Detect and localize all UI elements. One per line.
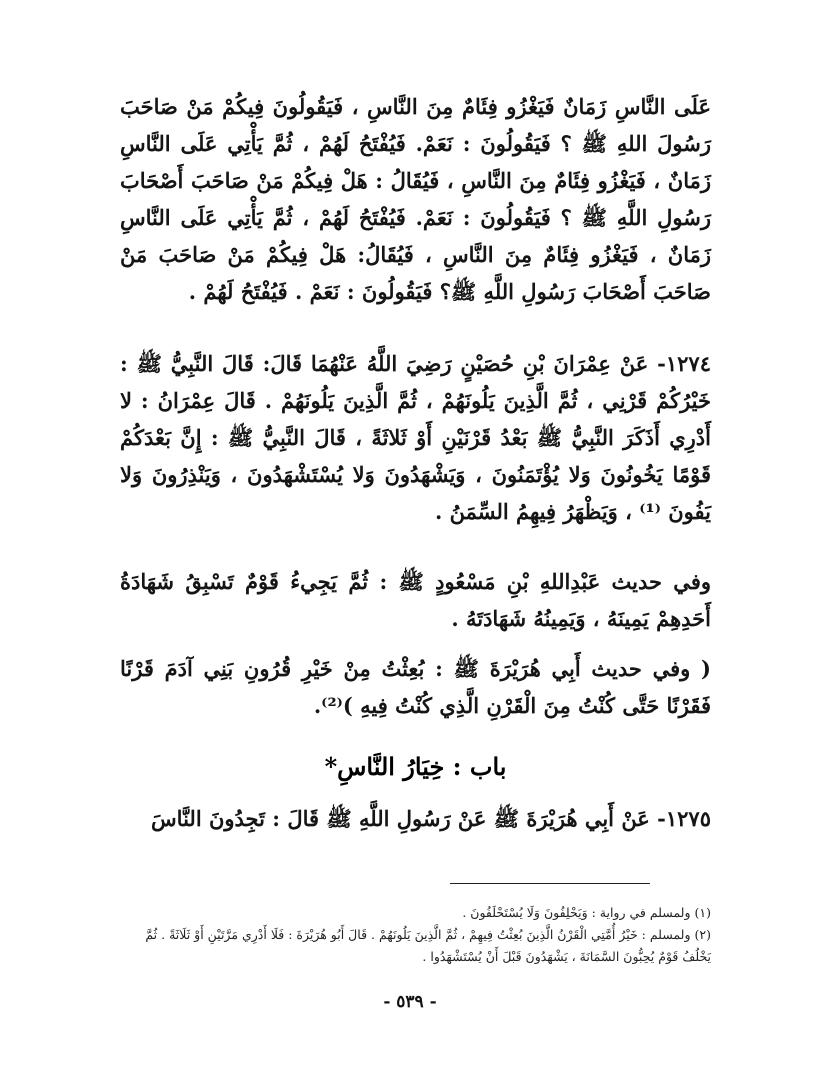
footnotes — [120, 902, 711, 968]
footnote-2: (٢) ولمسلم : خَيْرُ أُمَّتِي الْقَرْنُ الَّذِينَ بُعِثْتُ فِيهِمْ ، ثُمَّ الَّذِينَ يَلُونَهُمْ . قَالَ أَبُو هُرَيْرَةَ : فَلَا أَدْرِي مَرَّتَيْنِ أَوْ ثَلَاثَةً . ثُمَّ يَخْلُفُ قَوْمٌ يُحِبُّونَ السَّمَانَةَ ، يَشْهَدُونَ قَبْلَ أَنْ يُسْتَشْهَدُوا . — [145, 927, 711, 964]
ibn-masud-hadith-paragraph — [120, 563, 711, 637]
paragraph-text: عَلَى النَّاسِ زَمَانٌ فَيَغْزُو فِئَامٌ مِنَ النَّاسِ ، فَيَقُولُونَ فِيكُمْ مَنْ صَاحَبَ رَسُولَ اللهِ ﷺ ؟ فَيَقُولُونَ : نَعَمْ. فَيُفْتَحُ لَهُمْ ، ثُمَّ يَأْتِي عَلَى النَّاسِ زَمَانٌ ، فَيَغْزُو فِئَامٌ مِنَ النَّاسِ ، فَيُقَالُ : هَلْ فِيكُمْ مَنْ صَاحَبَ أَصْحَابَ رَسُولِ اللَّهِ ﷺ ؟ فَيَقُولُونَ : نَعَمْ. فَيُفْتَحُ لَهُمْ ، ثُمَّ يَأْتِي عَلَى النَّاسِ زَمَانٌ ، فَيَغْزُو فِئَامٌ مِنَ النَّاسِ ، فَيُقَالُ: هَلْ فِيكُمْ مَنْ صَاحَبَ مَنْ صَاحَبَ أَصْحَابَ رَسُولِ اللَّهِ ﷺ؟ فَيَقُولُونَ : نَعَمْ . فَيُفْتَحُ لَهُمْ . — [120, 94, 711, 304]
paragraph-text: وفي حديث عَبْدِاللهِ بْنِ مَسْعُودٍ ﷺ : ثُمَّ يَجِيءُ قَوْمٌ تَسْبِقُ شَهَادَةُ أَحَدِهِمْ يَمِينَهُ ، وَيَمِينُهُ شَهَادَتَهُ . — [120, 569, 711, 631]
abu-hurayra-hadith-paragraph — [120, 650, 711, 724]
hadith-1275-paragraph — [120, 800, 711, 837]
paragraph-text: ( وفي حديث أَبِي هُرَيْرَةَ ﷺ : بُعِثْتُ مِنْ خَيْرِ قُرُونِ بَنِي آدَمَ قَرْنًا فَقَرْنًا حَتَّى كُنْتُ مِنَ الْقَرْنِ الَّذِي كُنْتُ فِيهِ )⁽²⁾. — [120, 656, 711, 718]
paragraph-text: ١٢٧٤- عَنْ عِمْرَانَ بْنِ حُصَيْنٍ رَضِيَ اللَّهُ عَنْهُمَا قَالَ: قَالَ النَّبِيُّ ﷺ : خَيْرُكُمْ قَرْنِي ، ثُمَّ الَّذِينَ يَلُونَهُمْ ، ثُمَّ الَّذِينَ يَلُونَهُمْ . قَالَ عِمْرَانُ : لا أَدْرِي أَذَكَرَ النَّبِيُّ ﷺ بَعْدُ قَرْنَيْنِ أَوْ ثَلاثَةً ، قَالَ النَّبِيُّ ﷺ : إِنَّ بَعْدَكُمْ قَوْمًا يَخُونُونَ وَلا يُؤْتَمَنُونَ ، وَيَشْهَدُونَ وَلا يُسْتَشْهَدُونَ ، وَيَنْذِرُونَ وَلا يَفُونَ ⁽¹⁾ ، وَيَظْهَرُ فِيهِمُ السِّمَنُ . — [120, 351, 711, 524]
page-number: - ٥٣٩ - — [383, 992, 437, 1012]
hadith-continuation-paragraph — [120, 88, 711, 310]
footnote-1: (١) ولمسلم في رواية : وَيَحْلِفُونَ وَلَا يُسْتَحْلَفُونَ . — [462, 905, 711, 920]
footnote-divider — [450, 883, 650, 884]
chapter-heading: باب : خِيَارُ النَّاسِ* — [324, 752, 507, 781]
paragraph-text: ١٢٧٥- عَنْ أَبِي هُرَيْرَةَ ﷺ عَنْ رَسُولِ اللَّهِ ﷺ قَالَ : تَجِدُونَ النَّاسَ — [151, 806, 711, 831]
hadith-1274-paragraph — [120, 345, 711, 530]
